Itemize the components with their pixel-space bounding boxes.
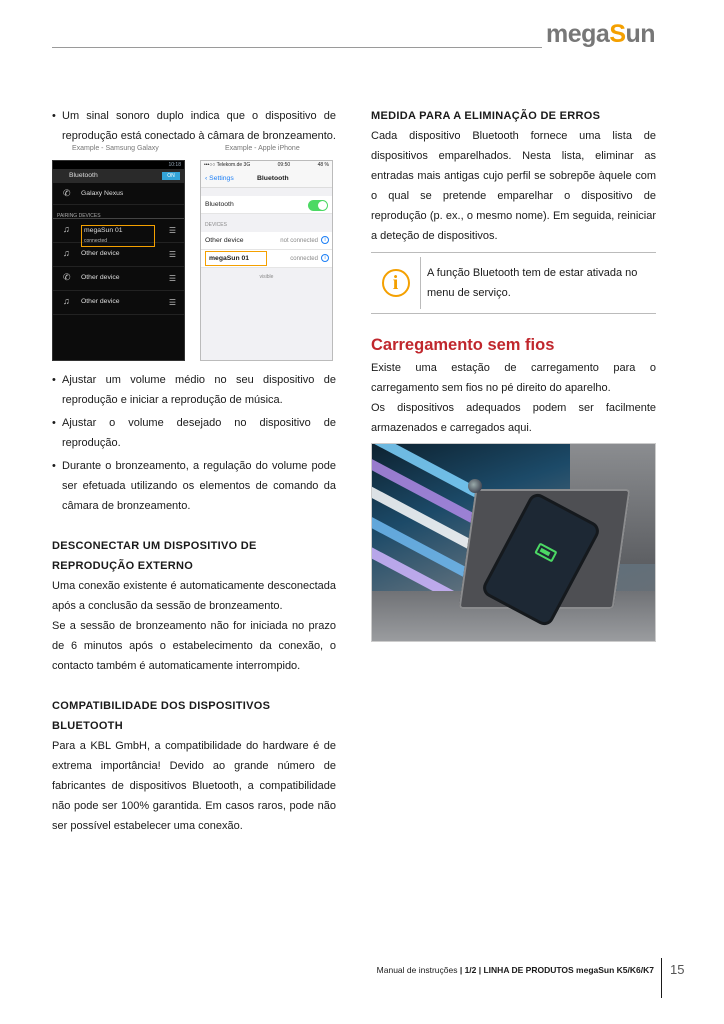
iphone-status-bar: [201, 161, 332, 170]
bullet-list-1: [52, 106, 336, 146]
battery-icon: [534, 542, 557, 562]
android-title: Bluetooth: [69, 172, 98, 179]
bullet-item: • Ajustar o volume desejado no dispositivo de reprodução.: [52, 413, 336, 453]
android-device-name: megaSun 01: [84, 227, 123, 234]
footer: [320, 964, 654, 976]
left-column: [52, 106, 336, 836]
section-heading-troubleshoot: MEDIDA PARA A ELIMINAÇÃO DE ERROS: [371, 110, 601, 122]
headphones-icon: ♫: [63, 224, 70, 234]
page-number: 15: [670, 962, 685, 977]
section-heading-disconnect: DESCONECTAR UM DISPOSITIVO DE REPRODUÇÃO EXTERNO: [52, 540, 257, 572]
iphone-title: Bluetooth: [257, 175, 289, 182]
android-title-bar: [53, 169, 184, 183]
iphone-toggle: [308, 200, 328, 211]
settings-icon: ☰: [168, 274, 176, 283]
section-heading-wireless: Carregamento sem fios: [371, 336, 555, 354]
footer-rule: [661, 958, 662, 998]
note-box: [371, 252, 656, 314]
headphones-icon: ♫: [63, 248, 70, 258]
iphone-carrier: •••○○ Telekom.de 3G: [204, 162, 251, 168]
iphone-visible-label: visible: [259, 274, 274, 280]
megasun-logo: megaSun: [546, 20, 656, 48]
iphone-bt-label: Bluetooth: [205, 201, 234, 208]
android-device-row: [53, 219, 184, 243]
android-toggle: ON: [162, 172, 180, 180]
android-screenshot: [52, 160, 185, 361]
info-icon: i: [321, 254, 329, 262]
bullet-item: • Um sinal sonoro duplo indica que o dispositivo de reprodução está conectado à câmara de bronzeamento.: [52, 106, 336, 146]
android-section-label: PAIRING DEVICES: [53, 205, 184, 219]
android-paired-device: Galaxy Nexus: [81, 190, 124, 197]
settings-icon: ☰: [168, 226, 176, 235]
settings-icon: ☰: [168, 250, 176, 259]
paragraph: Os dispositivos adequados podem ser facilmente armazenados e carregados aqui.: [371, 402, 656, 434]
phone-icon: ✆: [63, 188, 71, 198]
control-knob: [468, 479, 482, 493]
info-icon: i: [382, 269, 410, 297]
info-icon: i: [321, 236, 329, 244]
iphone-device-row: [201, 232, 332, 250]
settings-icon: ☰: [168, 298, 176, 307]
paragraph: Se a sessão de bronzeamento não for iniciada no prazo de 6 minutos após o estabelecimento da conexão, o contacto também é automaticamente interrompido.: [52, 620, 336, 672]
paragraph: Cada dispositivo Bluetooth fornece uma lista de dispositivos emparelhados. Nesta lista, eliminar as entradas mais antigas cujo perfil se sobrepõe àquele com o qual se pretende emparelhar o dispositivo de reprodução (p. ex., o mesmo nome). Em seguida, reiniciar a deteção de dispositivos.: [371, 130, 656, 242]
note-icon-cell: [371, 257, 421, 309]
caption-iphone: Example - Apple iPhone: [225, 145, 300, 152]
iphone-battery: 48 %: [317, 162, 329, 168]
caption-android: Example - Samsung Galaxy: [72, 145, 159, 152]
wireless-charging-photo: [371, 443, 656, 642]
paragraph: Para a KBL GmbH, a compatibilidade do hardware é de extrema importância! Devido ao grande número de fabricantes de dispositivos Bluetooth, a compatibilidade não pode ser 100% garantida. Em casos raros, pode não ser possível estabelecer uma conexão.: [52, 740, 336, 832]
right-column: [371, 106, 656, 642]
iphone-device-name: Other device: [205, 237, 244, 244]
android-device-row: [53, 243, 184, 267]
android-status-bar: 10:18: [53, 161, 184, 169]
iphone-nav-bar: [201, 170, 332, 188]
android-device-name: Other device: [81, 274, 120, 281]
iphone-screenshot: [200, 160, 333, 361]
section-heading-compat: COMPATIBILIDADE DOS DISPOSITIVOS BLUETOOTH: [52, 700, 271, 732]
header-rule: [52, 47, 542, 48]
iphone-device-status: not connected: [280, 238, 318, 244]
paragraph: Existe uma estação de carregamento para o carregamento sem fios no pé direito do aparelho.: [371, 362, 656, 394]
bullet-item: • Ajustar um volume médio no seu dispositivo de reprodução e iniciar a reprodução de música.: [52, 370, 336, 410]
android-device-row: [53, 291, 184, 315]
iphone-time: 09:50: [277, 162, 291, 168]
footer-prefix: Manual de instruções: [376, 965, 458, 975]
iphone-device-highlight: megaSun 01: [205, 251, 267, 266]
phone-screenshots-figure: [52, 146, 336, 362]
android-device-name: Other device: [81, 250, 120, 257]
android-device-status: connected: [84, 238, 108, 244]
phone-icon: ✆: [63, 272, 71, 282]
note-text: A função Bluetooth tem de estar ativada no menu de serviço.: [427, 267, 638, 299]
headphones-icon: ♫: [63, 296, 70, 306]
android-device-name: Other device: [81, 298, 120, 305]
iphone-devices-label: DEVICES: [205, 222, 227, 228]
android-paired-row: [53, 183, 184, 205]
iphone-bluetooth-cell: [201, 196, 332, 214]
bullet-item: • Durante o bronzeamento, a regulação do volume pode ser efetuada utilizando os elementos de comando da câmara de bronzeamento.: [52, 456, 336, 516]
paragraph: Uma conexão existente é automaticamente desconectada após a conclusão da sessão de bronzeamento.: [52, 580, 336, 612]
iphone-back: ‹ Settings: [205, 175, 234, 182]
iphone-device-status: connected: [290, 256, 318, 262]
iphone-device-row: [201, 250, 332, 268]
android-device-row: [53, 267, 184, 291]
bullet-list-2: [52, 370, 336, 516]
footer-product-line: | 1/2 | LINHA DE PRODUTOS megaSun K5/K6/K7: [457, 965, 654, 975]
